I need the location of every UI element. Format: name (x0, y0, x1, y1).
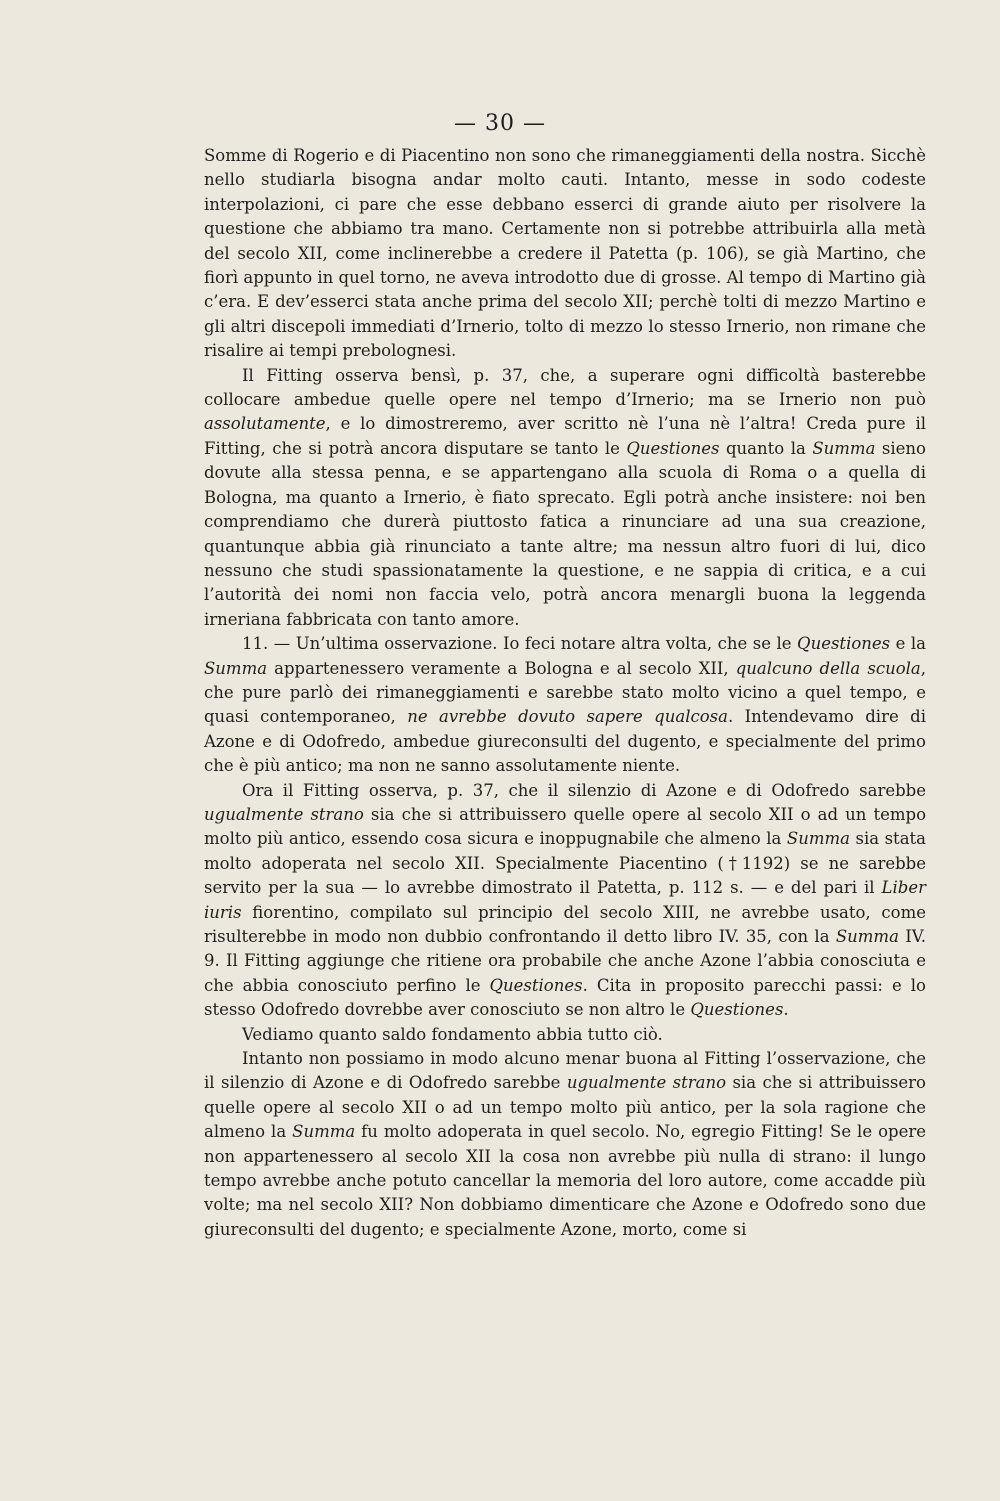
italic-text: Liber iuris (204, 878, 926, 922)
italic-text: ugualmente strano (566, 1073, 727, 1093)
text-run: appartenessero veramente a Bologna e al secolo XII, (267, 658, 736, 678)
paragraph (204, 632, 926, 778)
italic-text: Summa (786, 829, 850, 849)
text-run: sia stata molto adoperata nel secolo XII. Specialmente Piacentino (†1192) se ne sarebbe servito per la sua — lo avrebbe dimostrato il Patetta, p. 112 s. — e del pari il (204, 829, 926, 898)
italic-text: ugualmente strano (204, 804, 364, 824)
paragraph (204, 144, 926, 364)
italic-text: Questiones (626, 438, 720, 458)
text-run: fiorentino, compilato sul principio del secolo XIII, ne avrebbe usato, come risulterebbe in modo non dubbio confrontando il detto libro IV. 35, con la (204, 902, 926, 946)
italic-text: ne avrebbe dovuto sapere qualcosa (407, 707, 728, 727)
text-run: . Cita in proposito parecchi passi: e lo stesso Odofredo dovrebbe aver conosciuto se non altro le (204, 975, 926, 1020)
italic-text: qualcuno della scuola (735, 658, 921, 678)
italic-text: Summa (292, 1122, 356, 1142)
text-run: e la (890, 634, 926, 654)
page-number: — 30 — (454, 111, 546, 136)
text-run: , e lo dimostreremo, aver scritto nè l’una nè l’altra! Creda pure il Fitting, che si potrà ancora disputare se tanto le (204, 414, 926, 458)
paragraph (204, 1023, 926, 1047)
text-run: , che pure parlò dei rimaneggiamenti e sarebbe stato molto vicino a quel tempo, e quasi contemporaneo, (204, 658, 926, 727)
text-run: Vediamo quanto saldo fondamento abbia tutto ciò. (242, 1024, 663, 1044)
italic-text: Questiones (690, 1000, 784, 1020)
italic-text: Questiones (797, 634, 891, 654)
text-run: . Intendevamo dire di Azone e di Odofredo, ambedue giureconsulti del dugento, e specialmente del primo che è più antico; ma non ne sanno assolutamente niente. (204, 707, 926, 776)
text-run: sia che si attribuissero quelle opere al secolo XII o ad un tempo molto più antico, per la sola ragione che almeno la (204, 1073, 926, 1142)
italic-text: assolutamente (204, 414, 326, 434)
body-text (204, 144, 926, 1242)
text-run: Il Fitting osserva bensì, p. 37, che, a superare ogni difficoltà basterebbe collocare ambedue quelle opere nel tempo d’Irnerio; ma se Irnerio non può (204, 365, 926, 410)
text-run: . (783, 1000, 789, 1020)
text-run: 11. — Un’ultima osservazione. Io feci notare altra volta, che se le (242, 634, 798, 654)
text-run: Intanto non possiamo in modo alcuno menar buona al Fitting l’osservazione, che il silenzio di Azone e di Odofredo sarebbe (204, 1049, 926, 1093)
paragraph (204, 364, 926, 632)
text-run: sieno dovute alla stessa penna, e se appartengano alla scuola di Roma o a quella di Bologna, ma quanto a Irnerio, è fiato sprecato. Egli potrà anche insistere: noi ben comprendiamo che durerà piuttosto fatica a rinunciare ad una sua creazione, quantunque abbia già rinunciato a tante altre; ma nessun altro fuori di lui, dico nessuno che studi spassionatamente la questione, e ne sappia di critica, e a cui l’autorità dei nomi non faccia velo, potrà ancora menargli buona la leggenda irneriana fabbricata con tanto amore. (204, 438, 926, 629)
paragraph (204, 779, 926, 1023)
text-run: fu molto adoperata in quel secolo. No, egregio Fitting! Se le opere non appartenessero al secolo XII la cosa non avrebbe più nulla di strano: il lungo tempo avrebbe anche potuto cancellar la memoria del loro autore, come accadde più volte; ma nel secolo XII? Non dobbiamo dimenticare che Azone e Odofredo sono due giureconsulti del dugento; e specialmente Azone, morto, come si (204, 1122, 926, 1239)
italic-text: Summa (812, 438, 876, 458)
italic-text: Summa (204, 658, 268, 678)
text-run: sia che si attribuissero quelle opere al secolo XII o ad un tempo molto più antico, essendo cosa sicura e inoppugnabile che almeno la (204, 804, 926, 849)
text-run: Somme di Rogerio e di Piacentino non sono che rimaneggiamenti della nostra. Sicchè nello studiarla bisogna andar molto cauti. Intanto, messe in sodo codeste interpolazioni, ci pare che esse debbano esserci di grande aiuto per risolvere la questione che abbiamo tra mano. Certamente non si potrebbe attribuirla alla metà del secolo XII, come inclinerebbe a credere il Patetta (p. 106), se già Martino, che fiorì appunto in quel torno, ne aveva introdotto due di grosse. Al tempo di Martino già c’era. E dev’esserci stata anche prima del secolo XII; perchè tolti di mezzo Martino e gli altri discepoli immediati d’Irnerio, tolto di mezzo lo stesso Irnerio, non rimane che risalire ai tempi prebolognesi. (204, 146, 926, 361)
text-run: IV. 9. Il Fitting aggiunge che ritiene ora probabile che anche Azone l’abbia conosciuta e che abbia conosciuto perfino le (204, 927, 926, 995)
italic-text: Questiones (489, 975, 583, 995)
text-run: Ora il Fitting osserva, p. 37, che il silenzio di Azone e di Odofredo sarebbe (242, 780, 926, 800)
paragraph (204, 1047, 926, 1242)
italic-text: Summa (835, 927, 899, 946)
text-run: quanto la (719, 438, 813, 458)
